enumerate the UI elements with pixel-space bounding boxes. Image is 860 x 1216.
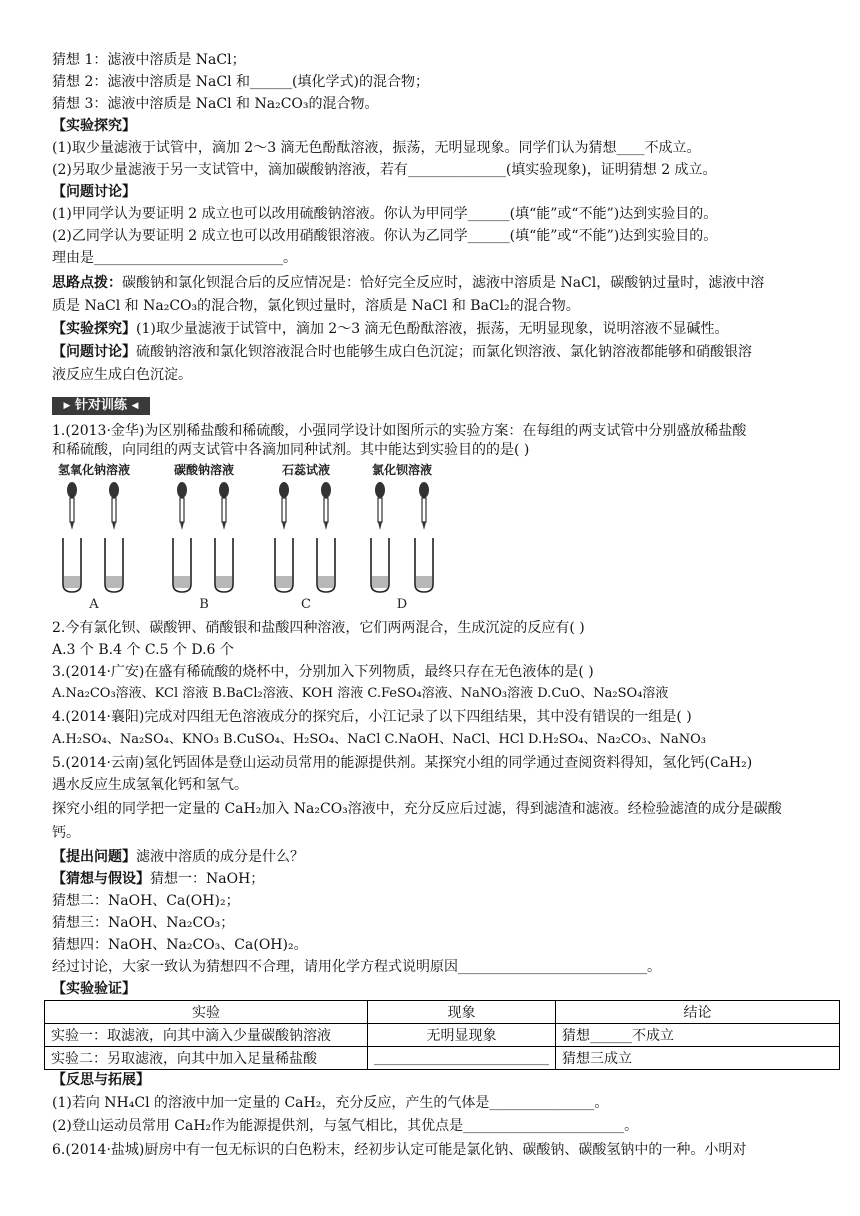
question-5-line-4: 钙。 (52, 825, 80, 841)
dropper-tip-icon (324, 522, 328, 530)
dropper-tube-icon (282, 498, 286, 522)
question-4-options: A.H₂SO₄、Na₂SO₄、KNO₃ B.CuSO₄、H₂SO₄、NaCl C.NaOH、NaCl、HCl D.H₂SO₄、Na₂CO₃、NaNO₃ (52, 732, 706, 747)
hint-text: 碳酸钠和氯化钡混合后的反应情况是：恰好完全反应时，滤液中溶质是 NaCl，碳酸钠过量时，滤液中溶 (122, 275, 765, 291)
question-2: 2.今有氯化钡、碳酸钾、硝酸银和盐酸四种溶液，它们两两混合，生成沉淀的反应有( ) (52, 620, 585, 636)
problem-text: 滤液中溶质的成分是什么？ (136, 849, 304, 865)
dropper-tip-icon (282, 522, 286, 530)
dropper-bulb-icon (177, 482, 187, 498)
hypothesis-2: 猜想 2：滤液中溶质是 NaCl 和______(填化学式)的混合物； (52, 74, 429, 90)
left-triangle-icon: ◀ (131, 401, 139, 411)
dropper-bulb-icon (375, 482, 385, 498)
dropper-tip-icon (112, 522, 116, 530)
question-2-options: A.3 个 B.4 个 C.5 个 D.6 个 (52, 642, 234, 658)
hypothesis-one: 猜想一：NaOH； (150, 871, 265, 887)
section-discussion: 【问题讨论】 (52, 184, 136, 200)
reagent-label: 氢氧化钠溶液 (57, 463, 131, 477)
table-cell: 无明显现象 (368, 1024, 556, 1047)
option-letter: A (89, 597, 99, 610)
experiment-step-2: (2)另取少量滤液于另一支试管中，滴加碳酸钠溶液，若有______________(填实验现象)，证明猜想 2 成立。 (52, 162, 717, 178)
equation-prompt: 经过讨论，大家一致认为猜想四不合理，请用化学方程式说明原因___________________________。 (52, 959, 661, 975)
answer-experiment-heading: 【实验探究】 (52, 321, 136, 337)
table-cell: 猜想______不成立 (556, 1024, 840, 1047)
hypothesis-1: 猜想 1：滤液中溶质是 NaCl； (52, 52, 246, 68)
question-6: 6.(2014·盐城)厨房中有一包无标识的白色粉末，经初步认定可能是氯化钠、碳酸钠、碳酸氢钠中的一种。小明对 (52, 1142, 747, 1158)
dropper-bulb-icon (419, 482, 429, 498)
dropper-tip-icon (378, 522, 382, 530)
dropper-bulb-icon (109, 482, 119, 498)
liquid-icon (216, 576, 232, 588)
table-row (45, 1047, 840, 1070)
dropper-tube-icon (222, 498, 226, 522)
dropper-bulb-icon (321, 482, 331, 498)
reagent-label: 碳酸钠溶液 (173, 463, 235, 477)
experiment-step-1: (1)取少量滤液于试管中，滴加 2～3 滴无色酚酞溶液，振荡，无明显现象。同学们认为猜想____不成立。 (52, 140, 701, 156)
dropper-tube-icon (378, 498, 382, 522)
reason-line: 理由是___________________________。 (52, 250, 297, 266)
liquid-icon (276, 576, 292, 588)
table-header: 实验 (45, 1001, 368, 1024)
hint-line-2: 质是 NaCl 和 Na₂CO₃的混合物，氯化钡过量时，溶质是 NaCl 和 BaCl₂的混合物。 (52, 298, 580, 314)
reagent-label: 石蕊试液 (281, 463, 331, 477)
liquid-icon (106, 576, 122, 588)
answer-experiment (52, 319, 729, 339)
question-5-line-2: 遇水反应生成氢氧化钙和氢气。 (52, 777, 248, 793)
liquid-icon (372, 576, 388, 588)
answer-discussion-cont: 液反应生成白色沉淀。 (52, 367, 192, 383)
dropper-tip-icon (180, 522, 184, 530)
option-letter: D (396, 597, 408, 610)
dropper-tip-icon (222, 522, 226, 530)
answer-experiment-text: (1)取少量滤液于试管中，滴加 2～3 滴无色酚酞溶液，振荡，无明显现象，说明溶液不显碱性。 (136, 321, 729, 337)
table-cell: 猜想三成立 (556, 1047, 840, 1070)
dropper-tube-icon (70, 498, 74, 522)
verification-table (44, 1000, 840, 1070)
hypothesis-3: 猜想 3：滤液中溶质是 NaCl 和 Na₂CO₃的混合物。 (52, 96, 379, 112)
hint-heading: 思路点拨： (52, 275, 122, 291)
tube-drawings (63, 482, 433, 592)
problem-heading: 【提出问题】 (52, 849, 136, 865)
option-letter: C (301, 597, 311, 610)
liquid-icon (64, 576, 80, 588)
question-1-line-2: 和稀硫酸，向同组的两支试管中各滴加同种试剂。其中能达到实验目的的是( ) (52, 442, 530, 458)
table-header: 结论 (556, 1001, 840, 1024)
hypothesis-four: 猜想四：NaOH、Na₂CO₃、Ca(OH)₂。 (52, 937, 308, 953)
dropper-bulb-icon (279, 482, 289, 498)
liquid-icon (318, 576, 334, 588)
answer-discussion (52, 342, 752, 362)
table-cell: 实验二：另取滤液，向其中加入足量稀盐酸 (45, 1047, 368, 1070)
table-cell: _________________________ (368, 1047, 556, 1070)
hypothesis-two: 猜想二：NaOH、Ca(OH)₂； (52, 893, 240, 909)
table-row (45, 1024, 840, 1047)
reagent-label: 氯化钡溶液 (371, 463, 433, 477)
dropper-tube-icon (112, 498, 116, 522)
test-tube-figure (52, 460, 452, 610)
dropper-tip-icon (70, 522, 74, 530)
practice-title: 针对训练 (74, 398, 127, 413)
hypothesis-three: 猜想三：NaOH、Na₂CO₃； (52, 915, 235, 931)
hint-line-1 (52, 273, 764, 293)
discussion-2: (2)乙同学认为要证明 2 成立也可以改用硝酸银溶液。你认为乙同学______(填“能”或“不能”)达到实验目的。 (52, 228, 718, 244)
question-5-line-1: 5.(2014·云南)氢化钙固体是登山运动员常用的能源提供剂。某探究小组的同学通过查阅资料得知，氢化钙(CaH₂) (52, 755, 753, 771)
section-experiment: 【实验探究】 (52, 118, 136, 134)
question-5-hypothesis (52, 869, 264, 889)
discussion-1: (1)甲同学认为要证明 2 成立也可以改用硫酸钠溶液。你认为甲同学______(填“能”或“不能”)达到实验目的。 (52, 206, 718, 222)
answer-discussion-text: 硫酸钠溶液和氯化钡溶液混合时也能够生成白色沉淀；而氯化钡溶液、氯化钠溶液都能够和硝酸银溶 (136, 344, 752, 360)
question-4: 4.(2014·襄阳)完成对四组无色溶液成分的探究后，小江记录了以下四组结果，其中没有错误的一组是( ) (52, 709, 692, 725)
table-header: 现象 (368, 1001, 556, 1024)
right-triangle-icon: ▶ (63, 401, 71, 411)
table-header-row (45, 1001, 840, 1024)
question-5-line-3: 探究小组的同学把一定量的 CaH₂加入 Na₂CO₃溶液中，充分反应后过滤，得到滤渣和滤液。经检验滤渣的成分是碳酸 (52, 801, 782, 817)
reflection-2: (2)登山运动员常用 CaH₂作为能源提供剂，与氢气相比，其优点是_______________________。 (52, 1118, 639, 1134)
question-3-options: A.Na₂CO₃溶液、KCl 溶液 B.BaCl₂溶液、KOH 溶液 C.FeSO₄溶液、NaNO₃溶液 D.CuO、Na₂SO₄溶液 (52, 686, 669, 701)
answer-discussion-heading: 【问题讨论】 (52, 344, 136, 360)
question-1-line-1: 1.(2013·金华)为区别稀盐酸和稀硫酸，小强同学设计如图所示的实验方案：在每组的两支试管中分别盛放稀盐酸 (52, 423, 747, 439)
liquid-icon (416, 576, 432, 588)
section-verification: 【实验验证】 (52, 981, 136, 997)
liquid-icon (174, 576, 190, 588)
practice-section-bar (52, 397, 150, 415)
question-5-problem (52, 847, 304, 867)
dropper-tube-icon (422, 498, 426, 522)
dropper-tube-icon (324, 498, 328, 522)
dropper-tip-icon (422, 522, 426, 530)
reflection-1: (1)若向 NH₄Cl 的溶液中加一定量的 CaH₂，充分反应，产生的气体是_______________。 (52, 1095, 609, 1111)
dropper-bulb-icon (67, 482, 77, 498)
dropper-tube-icon (180, 498, 184, 522)
hypothesis-heading: 【猜想与假设】 (52, 871, 150, 887)
section-reflection: 【反思与拓展】 (52, 1072, 150, 1088)
question-3: 3.(2014·广安)在盛有稀硫酸的烧杯中，分别加入下列物质，最终只存在无色液体的是( ) (52, 664, 594, 680)
option-letter: B (199, 597, 209, 610)
table-cell: 实验一：取滤液，向其中滴入少量碳酸钠溶液 (45, 1024, 368, 1047)
dropper-bulb-icon (219, 482, 229, 498)
